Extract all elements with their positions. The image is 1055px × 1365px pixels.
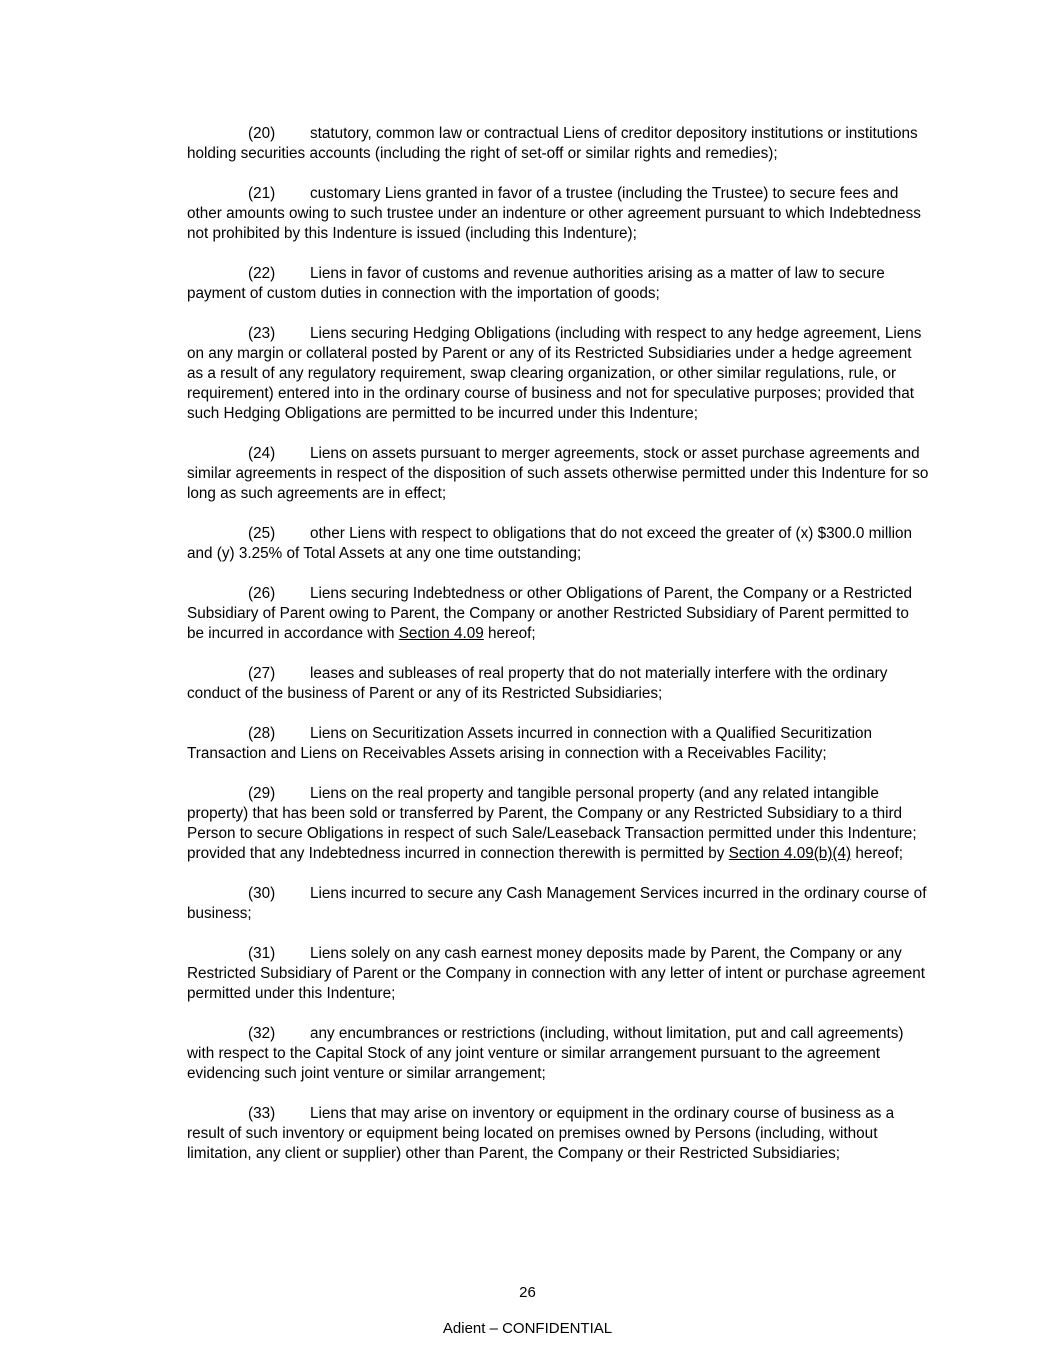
- paragraph-29: [187, 784, 929, 864]
- paragraph-number: (29): [248, 785, 276, 802]
- paragraph-text: leases and subleases of real property that do not materially interfere with the ordinary conduct of the business of Parent or any of its Restricted Subsidiaries;: [187, 665, 888, 702]
- paragraph-text: Liens on the real property and tangible personal property (and any related intangible property) that has been sold or transferred by Parent, the Company or any Restricted Subsidiary to a third Person to secure Obligations in respect of such Sale/Leaseback Transaction permitted under this Indenture; provided that any Indebtedness incurred in connection therewith is permitted by: [187, 785, 917, 862]
- paragraph-32: [187, 1024, 929, 1084]
- paragraph-number: (27): [248, 665, 276, 682]
- paragraph-28: [187, 724, 929, 764]
- paragraph-tail: hereof;: [483, 625, 536, 642]
- paragraph-number: (21): [248, 185, 276, 202]
- paragraph-number: (20): [248, 125, 276, 142]
- paragraph-number: (28): [248, 725, 276, 742]
- paragraph-21: [187, 184, 929, 244]
- paragraph-text: customary Liens granted in favor of a trustee (including the Trustee) to secure fees and other amounts owing to such trustee under an indenture or other agreement pursuant to which Indebtedness not prohibited by this Indenture is issued (including this Indenture);: [187, 185, 921, 242]
- paragraph-number: (32): [248, 1025, 276, 1042]
- paragraph-number: (26): [248, 585, 276, 602]
- paragraph-31: [187, 944, 929, 1004]
- paragraph-number: (25): [248, 525, 276, 542]
- paragraph-text: Liens securing Hedging Obligations (including with respect to any hedge agreement, Liens on any margin or collateral posted by Parent or any of its Restricted Subsidiaries under a hedge agreement as a result of any regulatory requirement, swap clearing organization, or other similar regulations, rule, or requirement) entered into in the ordinary course of business and not for speculative purposes; provided that such Hedging Obligations are permitted to be incurred under this Indenture;: [187, 325, 922, 422]
- paragraph-number: (23): [248, 325, 276, 342]
- paragraph-33: [187, 1104, 929, 1164]
- paragraph-number: (33): [248, 1105, 276, 1122]
- paragraph-text: Liens securing Indebtedness or other Obligations of Parent, the Company or a Restricted Subsidiary of Parent owing to Parent, the Company or another Restricted Subsidiary of Parent permitted to be incurred in accordance with: [187, 585, 913, 642]
- paragraph-number: (31): [248, 945, 276, 962]
- paragraph-text: Liens on assets pursuant to merger agreements, stock or asset purchase agreements and similar agreements in respect of the disposition of such assets otherwise permitted under this Indenture for so long as such agreements are in effect;: [187, 445, 929, 502]
- paragraph-text: other Liens with respect to obligations that do not exceed the greater of (x) $300.0 million and (y) 3.25% of Total Assets at any one time outstanding;: [187, 525, 913, 562]
- section-reference-link[interactable]: Section 4.09(b)(4): [728, 845, 852, 862]
- paragraph-text: Liens in favor of customs and revenue authorities arising as a matter of law to secure payment of custom duties in connection with the importation of goods;: [187, 265, 885, 302]
- paragraph-27: [187, 664, 929, 704]
- paragraph-text: any encumbrances or restrictions (including, without limitation, put and call agreements) with respect to the Capital Stock of any joint venture or similar arrangement pursuant to the agreement evidencing such joint venture or similar arrangement;: [187, 1025, 904, 1082]
- document-body: [187, 124, 929, 1184]
- paragraph-text: Liens that may arise on inventory or equipment in the ordinary course of business as a result of such inventory or equipment being located on premises owned by Persons (including, without limitation, any client or supplier) other than Parent, the Company or their Restricted Subsidiaries;: [187, 1105, 895, 1162]
- paragraph-number: (22): [248, 265, 276, 282]
- paragraph-tail: hereof;: [851, 845, 903, 862]
- section-reference-link[interactable]: Section 4.09: [398, 625, 484, 642]
- paragraph-26: [187, 584, 929, 644]
- paragraph-text: Liens on Securitization Assets incurred in connection with a Qualified Securitization Transaction and Liens on Receivables Assets arising in connection with a Receivables Facility;: [187, 725, 873, 762]
- paragraph-text: statutory, common law or contractual Liens of creditor depository institutions or institutions holding securities accounts (including the right of set-off or similar rights and remedies);: [187, 125, 918, 162]
- paragraph-30: [187, 884, 929, 924]
- paragraph-number: (24): [248, 445, 276, 462]
- paragraph-24: [187, 444, 929, 504]
- paragraph-number: (30): [248, 885, 276, 902]
- paragraph-20: [187, 124, 929, 164]
- confidential-footer: Adient – CONFIDENTIAL: [442, 1320, 613, 1337]
- paragraph-23: [187, 324, 929, 424]
- paragraph-22: [187, 264, 929, 304]
- paragraph-text: Liens solely on any cash earnest money deposits made by Parent, the Company or any Restricted Subsidiary of Parent or the Company in connection with any letter of intent or purchase agreement permitted under this Indenture;: [187, 945, 926, 1002]
- paragraph-25: [187, 524, 929, 564]
- page-number: 26: [519, 1284, 536, 1301]
- paragraph-text: Liens incurred to secure any Cash Management Services incurred in the ordinary course of business;: [187, 885, 927, 922]
